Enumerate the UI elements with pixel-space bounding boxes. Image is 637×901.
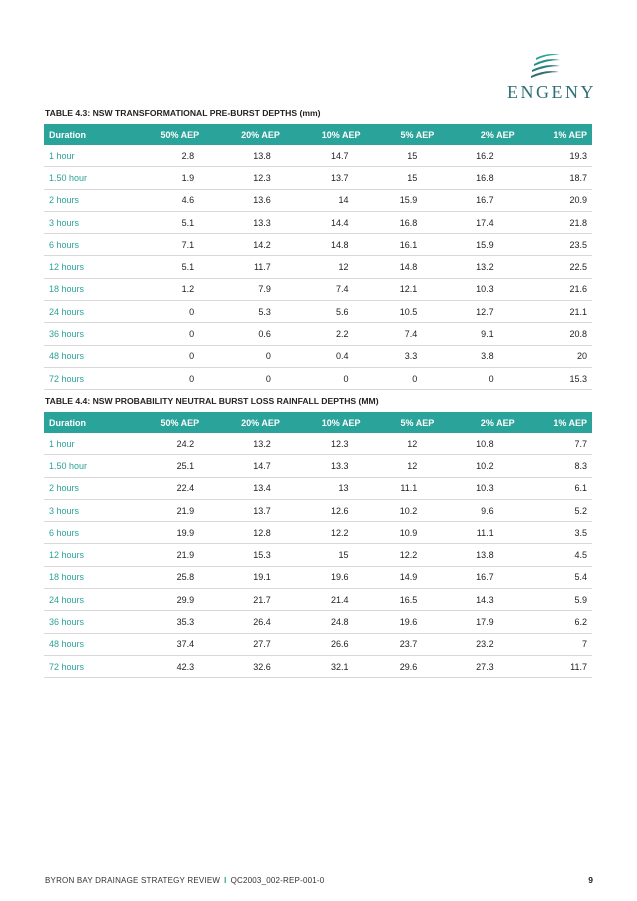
value-cell: 10.9 [365,522,439,544]
value-cell: 2.8 [124,145,205,167]
table-row [44,566,592,588]
value-cell: 12.2 [365,544,439,566]
value-cell: 12.3 [204,167,285,189]
value-cell: 25.8 [124,566,205,588]
value-cell: 24.2 [124,433,205,455]
footer-doc-title: BYRON BAY DRAINAGE STRATEGY REVIEW [45,876,221,885]
table-row [44,455,592,477]
table-row [44,477,592,499]
value-cell: 15.3 [204,544,285,566]
value-cell: 14.7 [285,145,366,167]
value-cell: 16.2 [439,145,519,167]
table1-title: TABLE 4.3: NSW TRANSFORMATIONAL PRE-BURST DEPTHS (mm) [45,108,321,118]
column-header: 5% AEP [365,124,439,145]
duration-cell: 24 hours [44,301,124,323]
value-cell: 27.3 [439,655,519,677]
value-cell: 14 [285,189,366,211]
value-cell: 10.8 [439,433,519,455]
value-cell: 21.6 [520,278,592,300]
value-cell: 16.8 [365,211,439,233]
duration-cell: 3 hours [44,499,124,521]
value-cell: 11.7 [520,655,592,677]
value-cell: 12 [365,433,439,455]
value-cell: 37.4 [124,633,205,655]
duration-cell: 6 hours [44,234,124,256]
column-header: 50% AEP [124,124,205,145]
table-row [44,301,592,323]
table-row [44,611,592,633]
value-cell: 21.9 [124,499,205,521]
duration-cell: 72 hours [44,655,124,677]
value-cell: 15 [365,145,439,167]
value-cell: 5.1 [124,211,205,233]
value-cell: 13.3 [285,455,366,477]
value-cell: 5.1 [124,256,205,278]
value-cell: 21.1 [520,301,592,323]
value-cell: 0 [204,367,285,389]
pre-burst-depths-table [44,124,592,390]
value-cell: 14.3 [439,589,519,611]
value-cell: 0.6 [204,323,285,345]
column-header: 20% AEP [204,412,285,433]
duration-cell: 18 hours [44,566,124,588]
value-cell: 14.7 [204,455,285,477]
duration-cell: 1 hour [44,145,124,167]
value-cell: 13.4 [204,477,285,499]
value-cell: 7.4 [285,278,366,300]
duration-cell: 18 hours [44,278,124,300]
value-cell: 0 [439,367,519,389]
value-cell: 2.2 [285,323,366,345]
value-cell: 22.5 [520,256,592,278]
value-cell: 10.2 [365,499,439,521]
value-cell: 13.8 [439,544,519,566]
duration-cell: 24 hours [44,589,124,611]
value-cell: 0 [285,367,366,389]
value-cell: 15 [365,167,439,189]
table2-title: TABLE 4.4: NSW PROBABILITY NEUTRAL BURST LOSS RAINFALL DEPTHS (MM) [45,396,379,406]
duration-cell: 3 hours [44,211,124,233]
value-cell: 10.3 [439,477,519,499]
table-row [44,323,592,345]
value-cell: 27.7 [204,633,285,655]
value-cell: 15.9 [365,189,439,211]
value-cell: 42.3 [124,655,205,677]
value-cell: 29.9 [124,589,205,611]
table-row [44,544,592,566]
column-header: 1% AEP [520,412,592,433]
value-cell: 13.8 [204,145,285,167]
value-cell: 13.2 [204,433,285,455]
table-row [44,433,592,455]
value-cell: 12.8 [204,522,285,544]
value-cell: 13.6 [204,189,285,211]
duration-cell: 6 hours [44,522,124,544]
value-cell: 5.6 [285,301,366,323]
value-cell: 6.2 [520,611,592,633]
value-cell: 17.9 [439,611,519,633]
column-header: 50% AEP [124,412,205,433]
value-cell: 3.3 [365,345,439,367]
table-row [44,499,592,521]
table-row [44,633,592,655]
value-cell: 0 [124,323,205,345]
value-cell: 32.1 [285,655,366,677]
value-cell: 0.4 [285,345,366,367]
value-cell: 14.9 [365,566,439,588]
value-cell: 13.7 [285,167,366,189]
value-cell: 15 [285,544,366,566]
column-header: 2% AEP [439,412,519,433]
duration-cell: 2 hours [44,477,124,499]
value-cell: 7 [520,633,592,655]
table-row [44,234,592,256]
table-row [44,589,592,611]
value-cell: 15.9 [439,234,519,256]
table-row [44,367,592,389]
duration-cell: 1 hour [44,433,124,455]
value-cell: 23.2 [439,633,519,655]
value-cell: 14.8 [285,234,366,256]
value-cell: 0 [124,345,205,367]
value-cell: 16.5 [365,589,439,611]
column-header: 10% AEP [285,124,366,145]
column-header: 10% AEP [285,412,366,433]
value-cell: 25.1 [124,455,205,477]
duration-cell: 2 hours [44,189,124,211]
value-cell: 23.5 [520,234,592,256]
footer [45,876,324,885]
value-cell: 21.4 [285,589,366,611]
table-row [44,189,592,211]
duration-cell: 1.50 hour [44,167,124,189]
value-cell: 18.7 [520,167,592,189]
value-cell: 23.7 [365,633,439,655]
value-cell: 11.1 [439,522,519,544]
value-cell: 7.4 [365,323,439,345]
table-header-row [44,412,592,433]
value-cell: 11.1 [365,477,439,499]
value-cell: 5.4 [520,566,592,588]
company-logo [507,52,596,102]
value-cell: 13.2 [439,256,519,278]
value-cell: 0 [204,345,285,367]
value-cell: 10.3 [439,278,519,300]
value-cell: 3.5 [520,522,592,544]
table-row [44,256,592,278]
value-cell: 17.4 [439,211,519,233]
value-cell: 12 [365,455,439,477]
value-cell: 35.3 [124,611,205,633]
value-cell: 1.2 [124,278,205,300]
duration-cell: 48 hours [44,345,124,367]
value-cell: 24.8 [285,611,366,633]
value-cell: 0 [124,301,205,323]
value-cell: 22.4 [124,477,205,499]
value-cell: 19.3 [520,145,592,167]
column-header: Duration [44,412,124,433]
value-cell: 26.4 [204,611,285,633]
table-row [44,145,592,167]
value-cell: 32.6 [204,655,285,677]
value-cell: 29.6 [365,655,439,677]
logo-text: ENGENY [507,82,596,102]
value-cell: 15.3 [520,367,592,389]
page-number: 9 [588,875,593,885]
value-cell: 12 [285,256,366,278]
column-header: 5% AEP [365,412,439,433]
value-cell: 14.2 [204,234,285,256]
duration-cell: 36 hours [44,611,124,633]
value-cell: 14.4 [285,211,366,233]
value-cell: 0 [124,367,205,389]
value-cell: 20.8 [520,323,592,345]
burst-loss-depths-table [44,412,592,678]
value-cell: 7.9 [204,278,285,300]
value-cell: 21.7 [204,589,285,611]
value-cell: 14.8 [365,256,439,278]
footer-doc-ref: QC2003_002-REP-001-0 [230,876,325,885]
value-cell: 5.9 [520,589,592,611]
value-cell: 16.7 [439,189,519,211]
duration-cell: 12 hours [44,544,124,566]
value-cell: 16.7 [439,566,519,588]
value-cell: 13 [285,477,366,499]
value-cell: 1.9 [124,167,205,189]
column-header: 20% AEP [204,124,285,145]
duration-cell: 48 hours [44,633,124,655]
value-cell: 5.2 [520,499,592,521]
value-cell: 16.8 [439,167,519,189]
value-cell: 10.5 [365,301,439,323]
value-cell: 21.8 [520,211,592,233]
table-row [44,278,592,300]
table-row [44,345,592,367]
duration-cell: 72 hours [44,367,124,389]
value-cell: 3.8 [439,345,519,367]
value-cell: 21.9 [124,544,205,566]
value-cell: 4.6 [124,189,205,211]
value-cell: 0 [365,367,439,389]
value-cell: 20.9 [520,189,592,211]
value-cell: 19.9 [124,522,205,544]
value-cell: 13.7 [204,499,285,521]
footer-separator: I [224,876,227,885]
table-row [44,167,592,189]
duration-cell: 1.50 hour [44,455,124,477]
value-cell: 6.1 [520,477,592,499]
column-header: Duration [44,124,124,145]
column-header: 2% AEP [439,124,519,145]
table2-body [44,433,592,678]
value-cell: 19.1 [204,566,285,588]
duration-cell: 36 hours [44,323,124,345]
value-cell: 20 [520,345,592,367]
value-cell: 8.3 [520,455,592,477]
table-row [44,522,592,544]
value-cell: 9.1 [439,323,519,345]
value-cell: 12.6 [285,499,366,521]
table-header-row [44,124,592,145]
value-cell: 12.1 [365,278,439,300]
logo-waves-icon [530,52,564,78]
value-cell: 9.6 [439,499,519,521]
value-cell: 5.3 [204,301,285,323]
table-row [44,655,592,677]
value-cell: 13.3 [204,211,285,233]
value-cell: 26.6 [285,633,366,655]
value-cell: 19.6 [365,611,439,633]
value-cell: 7.7 [520,433,592,455]
value-cell: 16.1 [365,234,439,256]
table-row [44,211,592,233]
table1-body [44,145,592,390]
duration-cell: 12 hours [44,256,124,278]
value-cell: 19.6 [285,566,366,588]
value-cell: 12.7 [439,301,519,323]
value-cell: 12.3 [285,433,366,455]
column-header: 1% AEP [520,124,592,145]
value-cell: 11.7 [204,256,285,278]
value-cell: 4.5 [520,544,592,566]
value-cell: 12.2 [285,522,366,544]
value-cell: 7.1 [124,234,205,256]
value-cell: 10.2 [439,455,519,477]
